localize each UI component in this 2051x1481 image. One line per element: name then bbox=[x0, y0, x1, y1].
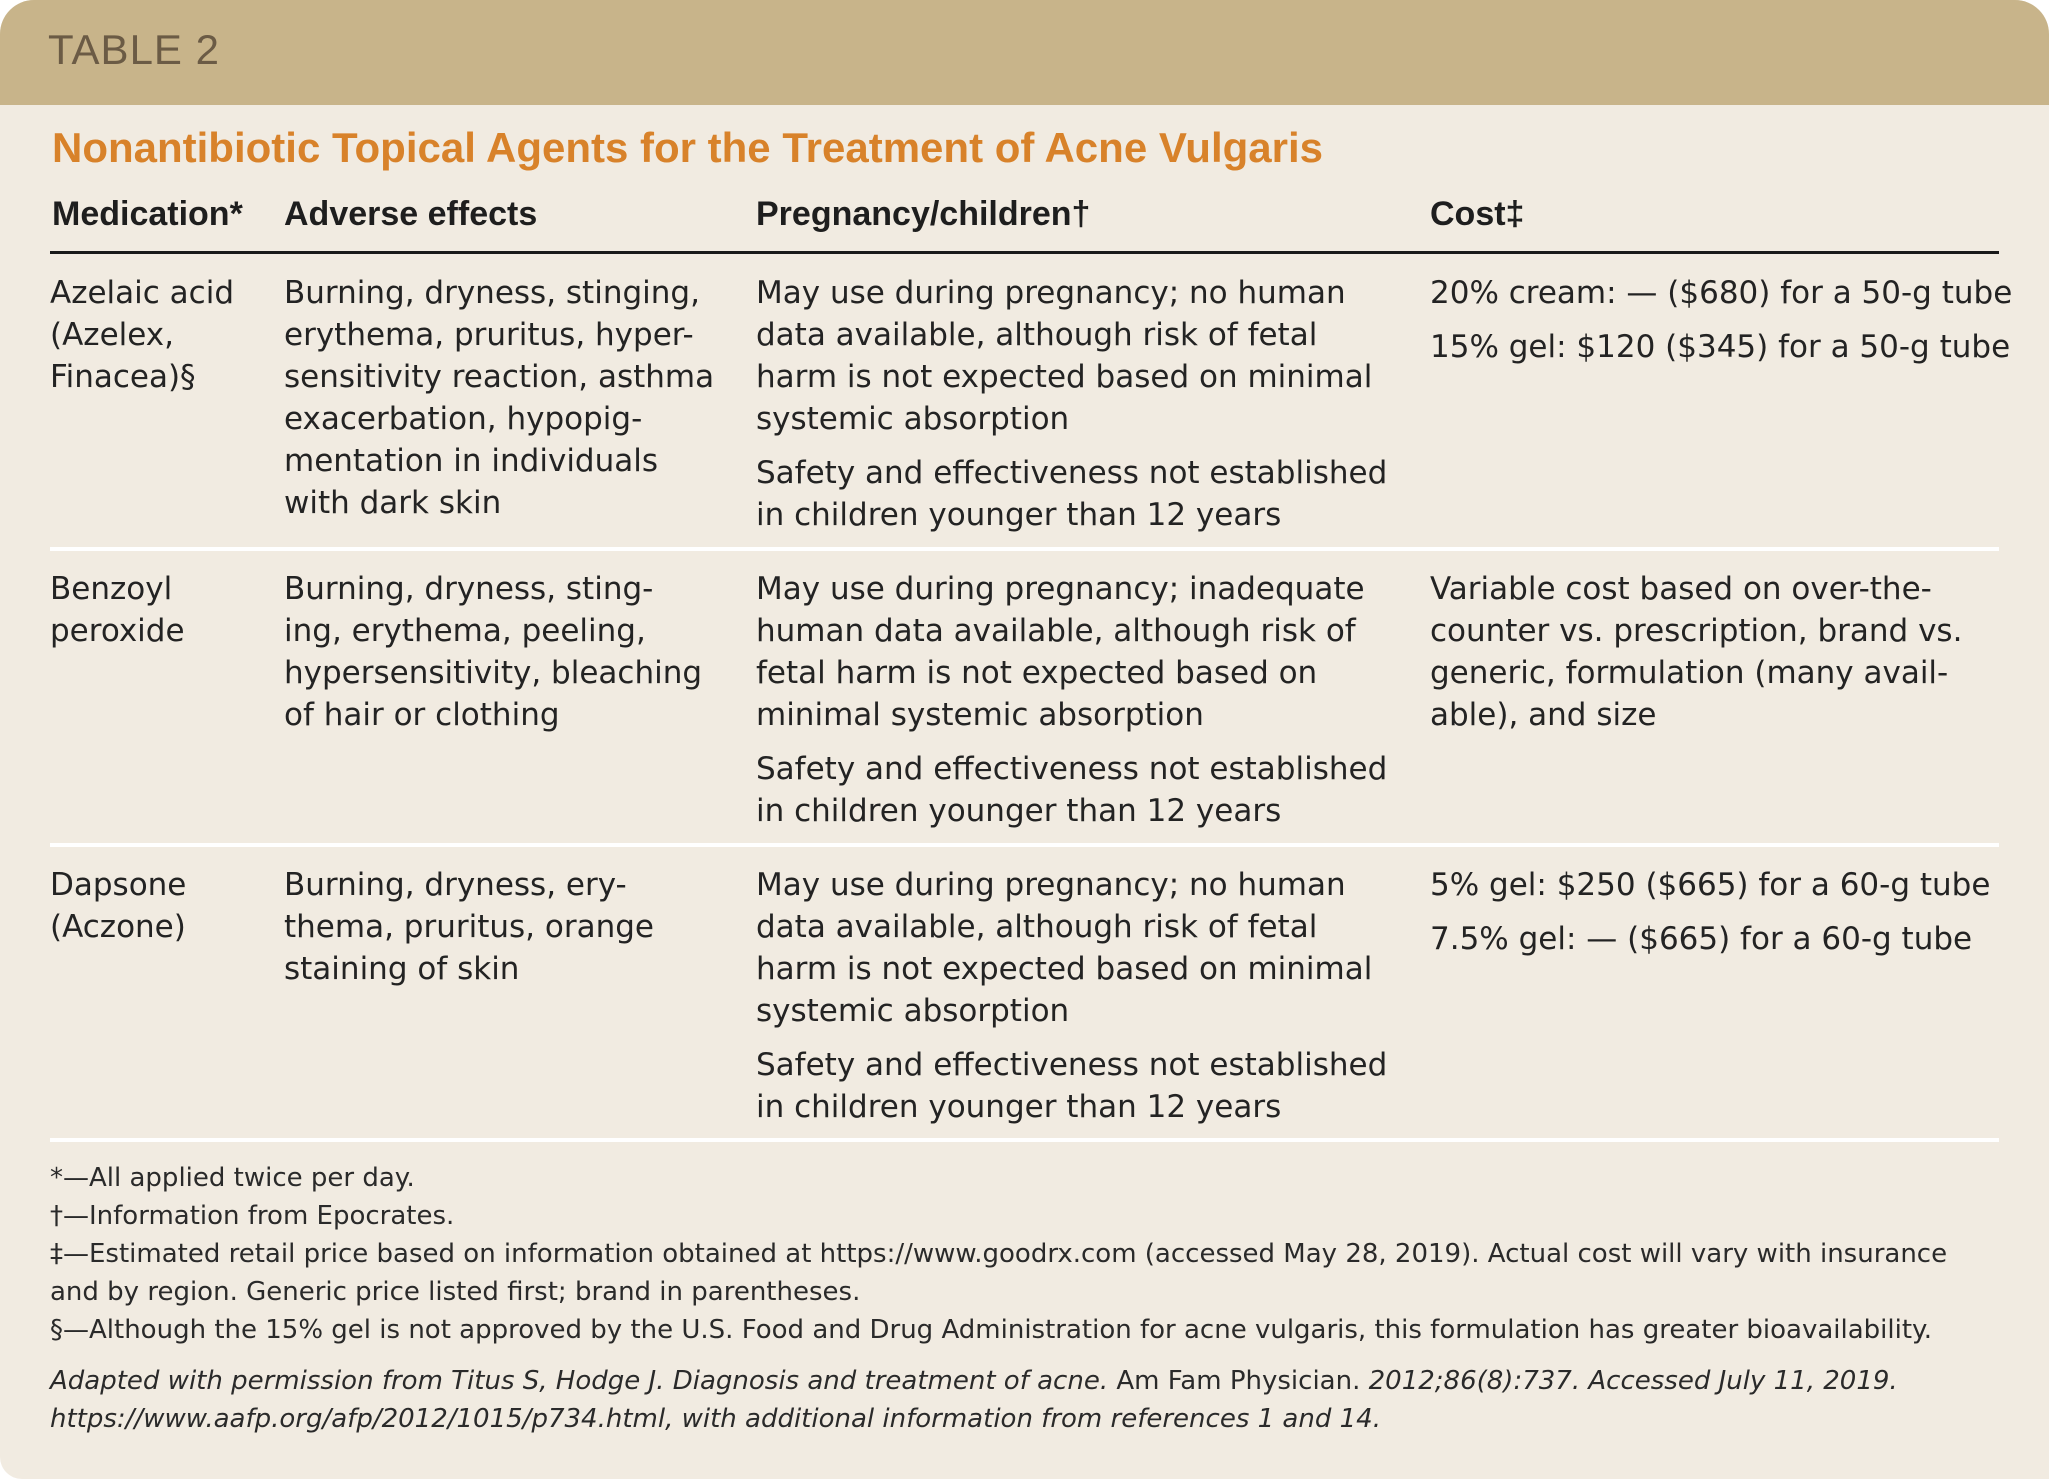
cell-line: data available, although risk of fetal bbox=[756, 909, 1318, 945]
cell-line: Azelaic acid bbox=[50, 275, 235, 311]
cell-line: 7.5% gel: — ($665) for a 60-g tube bbox=[1430, 921, 1973, 957]
cell-line: data available, although risk of fetal bbox=[756, 317, 1318, 353]
cell-line: Burning, dryness, ery- bbox=[284, 867, 627, 903]
cell-line: Dapsone bbox=[50, 867, 187, 903]
cell-line: in children younger than 12 years bbox=[756, 1089, 1282, 1125]
cell-line: (Aczone) bbox=[50, 909, 186, 945]
column-header-adverse-effects: Adverse effects bbox=[284, 195, 538, 233]
cell-line: human data available, although risk of bbox=[756, 613, 1356, 649]
pregnancy-children-cell bbox=[756, 272, 1387, 536]
footnote: and by region. Generic price listed first; brand in parentheses. bbox=[50, 1277, 861, 1307]
adverse-effects-cell bbox=[284, 864, 654, 990]
citation-line bbox=[50, 1362, 2010, 1400]
footnote: †—Information from Epocrates. bbox=[50, 1201, 455, 1231]
column-header-medication: Medication* bbox=[52, 195, 243, 233]
pregnancy-children-cell bbox=[756, 864, 1387, 1128]
citation-text: Adapted with permission from Titus S, Hodge J. Diagnosis and treatment of acne. bbox=[50, 1366, 1109, 1396]
cell-line: 20% cream: — ($680) for a 50-g tube bbox=[1430, 275, 2013, 311]
cell-line: hypersensitivity, bleaching bbox=[284, 655, 703, 691]
cell-line: minimal systemic absorption bbox=[756, 697, 1204, 733]
cell-line: (Azelex, bbox=[50, 317, 174, 353]
cell-line: systemic absorption bbox=[756, 401, 1070, 437]
adverse-effects-cell bbox=[284, 568, 702, 736]
cell-line: exacerbation, hypopig- bbox=[284, 401, 643, 437]
cell-line: systemic absorption bbox=[756, 993, 1070, 1029]
cost-cell: Variable cost based on over-the- counter vs. prescription, brand vs. generic, formulation (many avail- able), and size bbox=[1430, 571, 1963, 733]
footnote: §—Although the 15% gel is not approved by the U.S. Food and Drug Administration for acne vulgaris, this formulation has greater bioavailability. bbox=[50, 1315, 1932, 1345]
cell-line: fetal harm is not expected based on bbox=[756, 655, 1318, 691]
cell-line: Safety and effectiveness not established bbox=[756, 455, 1388, 491]
footnotes bbox=[50, 1159, 2010, 1349]
table-title: Nonantibiotic Topical Agents for the Treatment of Acne Vulgaris bbox=[52, 124, 1324, 171]
cell-line: May use during pregnancy; inadequate bbox=[756, 571, 1365, 607]
cell-line: sensitivity reaction, asthma bbox=[284, 359, 715, 395]
row-divider bbox=[50, 1138, 1999, 1142]
cell-line: May use during pregnancy; no human bbox=[756, 867, 1346, 903]
medication-cell bbox=[50, 272, 234, 398]
cell-line: Safety and effectiveness not established bbox=[756, 1047, 1388, 1083]
row-divider bbox=[50, 547, 1999, 551]
cost-cell bbox=[1430, 864, 1990, 960]
cost-cell bbox=[1430, 272, 2012, 368]
cell-line: harm is not expected based on minimal bbox=[756, 359, 1373, 395]
cell-line: staining of skin bbox=[284, 951, 520, 987]
cell-line: ing, erythema, peeling, bbox=[284, 613, 646, 649]
cell-line: Safety and effectiveness not established bbox=[756, 751, 1388, 787]
cell-line: Burning, dryness, stinging, bbox=[284, 275, 700, 311]
cell-line: in children younger than 12 years bbox=[756, 793, 1282, 829]
footnote: *—All applied twice per day. bbox=[50, 1163, 415, 1193]
pregnancy-children-cell bbox=[756, 568, 1387, 832]
cell-line: of hair or clothing bbox=[284, 697, 560, 733]
cell-line: thema, pruritus, orange bbox=[284, 909, 654, 945]
cell-line: peroxide bbox=[50, 613, 185, 649]
journal-name: Am Fam Physician. bbox=[1116, 1366, 1361, 1396]
cell-line: Finacea)§ bbox=[50, 359, 196, 395]
citation-details: 2012;86(8):737. Accessed July 11, 2019. bbox=[1368, 1366, 1898, 1396]
cell-line: with dark skin bbox=[284, 485, 502, 521]
cell-line: erythema, pruritus, hyper- bbox=[284, 317, 694, 353]
cell-line: harm is not expected based on minimal bbox=[756, 951, 1373, 987]
header-rule bbox=[50, 251, 1999, 254]
citation-url-line: https://www.aafp.org/afp/2012/1015/p734.html, with additional information from references 1 and 14. bbox=[50, 1404, 1381, 1434]
cell-line: 15% gel: $120 ($345) for a 50-g tube bbox=[1430, 329, 2011, 365]
column-header-cost: Cost‡ bbox=[1430, 195, 1525, 233]
cell-line: May use during pregnancy; no human bbox=[756, 275, 1346, 311]
footnote: ‡—Estimated retail price based on information obtained at https://www.goodrx.com (accessed May 28, 2019). Actual cost will vary with insurance bbox=[50, 1239, 1948, 1269]
header-band bbox=[0, 0, 2049, 105]
source-citation bbox=[50, 1362, 2010, 1438]
table-label: TABLE 2 bbox=[48, 26, 220, 73]
medication-cell bbox=[50, 864, 186, 948]
cell-line: 5% gel: $250 ($665) for a 60-g tube bbox=[1430, 867, 1991, 903]
cell-line: mentation in individuals bbox=[284, 443, 659, 479]
cell-line: Burning, dryness, sting- bbox=[284, 571, 654, 607]
medication-cell bbox=[50, 568, 185, 652]
cell-line: Benzoyl bbox=[50, 571, 173, 607]
column-header-pregnancy-children: Pregnancy/children† bbox=[756, 195, 1091, 233]
row-divider bbox=[50, 843, 1999, 847]
cell-line: in children younger than 12 years bbox=[756, 497, 1282, 533]
adverse-effects-cell bbox=[284, 272, 714, 524]
